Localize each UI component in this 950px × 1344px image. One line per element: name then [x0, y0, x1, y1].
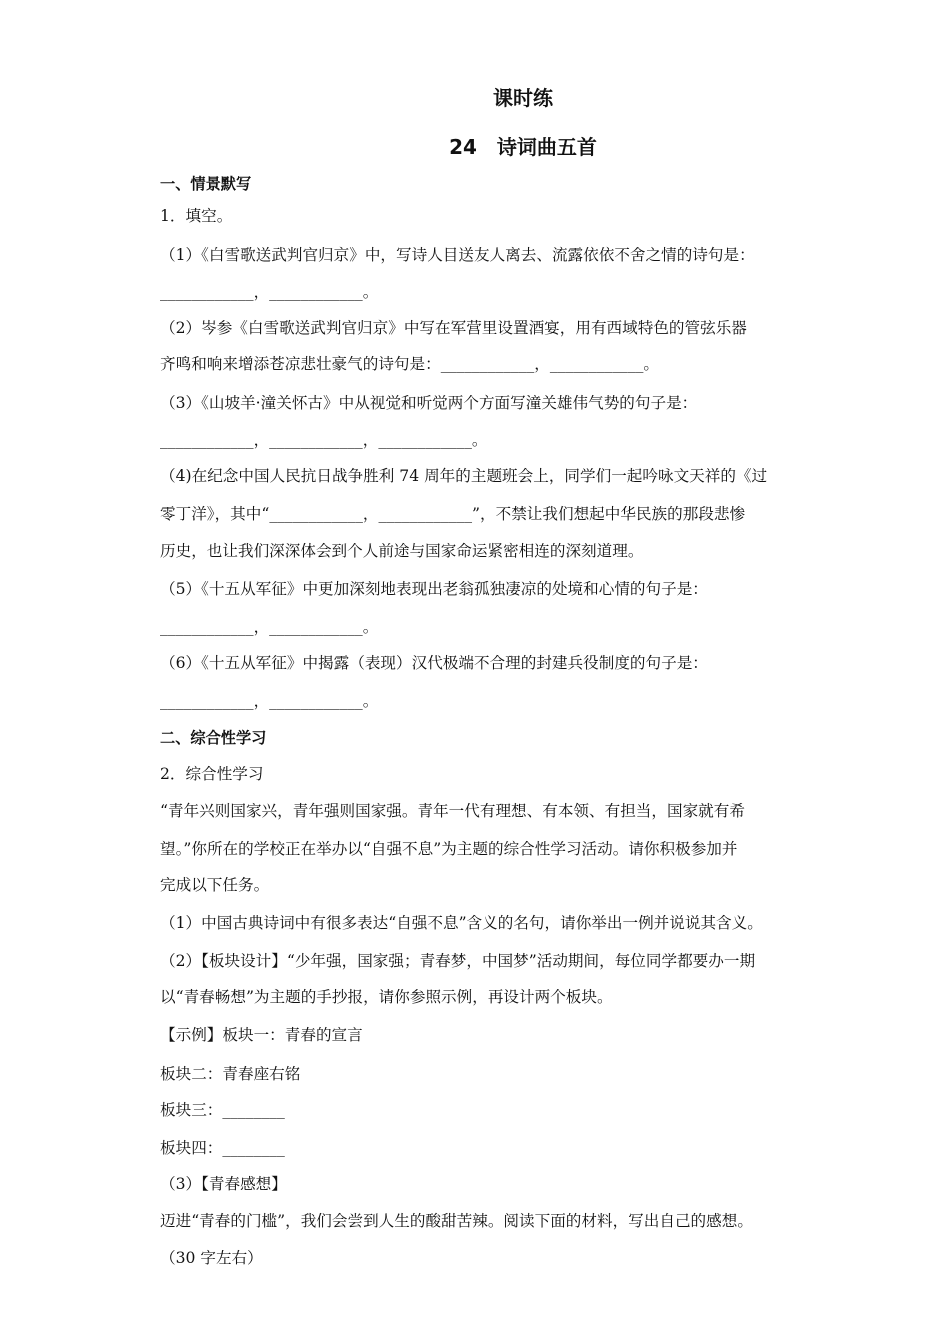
section-heading-1: 一、情景默写 — [160, 175, 252, 193]
q2-item-2: （2）【板块设计】“少年强，国家强；青春梦，中国梦”活动期间，每位同学都要办一期 — [160, 952, 756, 970]
q1-item-5: （5）《十五从军征》中更加深刻地表现出老翁孤独凄凉的处境和心情的句子是： — [160, 580, 708, 598]
q1-item-5-blanks: ____________，____________。 — [160, 618, 379, 636]
q1-item-4: （4)在纪念中国人民抗日战争胜利 74 周年的主题班会上，同学们一起吟咏文天祥的《过 — [160, 467, 768, 485]
q1-item-2-cont: 齐鸣和响来增添苍凉悲壮豪气的诗句是：____________，____________。 — [160, 355, 660, 373]
q1-item-3-blanks: ____________，____________，____________。 — [160, 431, 488, 449]
q1-item-4-cont: 零丁洋》，其中“____________，____________”，不禁让我们想起中华民族的那段悲惨 — [160, 505, 746, 523]
q2-board-4: 板块四：________ — [160, 1139, 285, 1157]
question-2-label: 2．综合性学习 — [160, 765, 264, 783]
q2-item-3-text: 迈进“青春的门槛”，我们会尝到人生的酸甜苦辣。阅读下面的材料，写出自己的感想。 — [160, 1212, 753, 1230]
q2-item-2-cont: 以“青春畅想”为主题的手抄报，请你参照示例，再设计两个板块。 — [160, 988, 613, 1006]
q2-board-3: 板块三：________ — [160, 1101, 285, 1119]
q2-example: 【示例】板块一：青春的宣言 — [160, 1026, 363, 1044]
page-title: 课时练 — [493, 86, 553, 110]
q1-item-6: （6）《十五从军征》中揭露（表现）汉代极端不合理的封建兵役制度的句子是： — [160, 654, 708, 672]
q2-board-2: 板块二：青春座右铭 — [160, 1065, 301, 1083]
question-1-label: 1．填空。 — [160, 207, 233, 225]
lesson-title: 24 诗词曲五首 — [449, 135, 597, 159]
q1-item-3: （3）《山坡羊·潼关怀古》中从视觉和听觉两个方面写潼关雄伟气势的句子是： — [160, 394, 698, 412]
q2-item-3-word-count: （30 字左右） — [160, 1249, 263, 1267]
q2-intro-2: 望。”你所在的学校正在举办以“自强不息”为主题的综合性学习活动。请你积极参加并 — [160, 840, 738, 858]
q2-intro-3: 完成以下任务。 — [160, 876, 270, 894]
q2-intro-1: “青年兴则国家兴，青年强则国家强。青年一代有理想、有本领、有担当，国家就有希 — [160, 802, 745, 820]
q1-item-2: （2）岑参《白雪歌送武判官归京》中写在军营里设置酒宴，用有西域特色的管弦乐器 — [160, 319, 747, 337]
q1-item-1-blanks: ____________，____________。 — [160, 283, 379, 301]
q1-item-6-blanks: ____________，____________。 — [160, 692, 379, 710]
q2-item-1: （1）中国古典诗词中有很多表达“自强不息”含义的名句，请你举出一例并说说其含义。 — [160, 914, 763, 932]
q1-item-1: （1）《白雪歌送武判官归京》中，写诗人目送友人离去、流露依依不舍之情的诗句是： — [160, 246, 755, 264]
q2-item-3: （3）【青春感想】 — [160, 1175, 287, 1193]
q1-item-4-cont2: 历史，也让我们深深体会到个人前途与国家命运紧密相连的深刻道理。 — [160, 542, 644, 560]
section-heading-2: 二、综合性学习 — [160, 729, 267, 747]
